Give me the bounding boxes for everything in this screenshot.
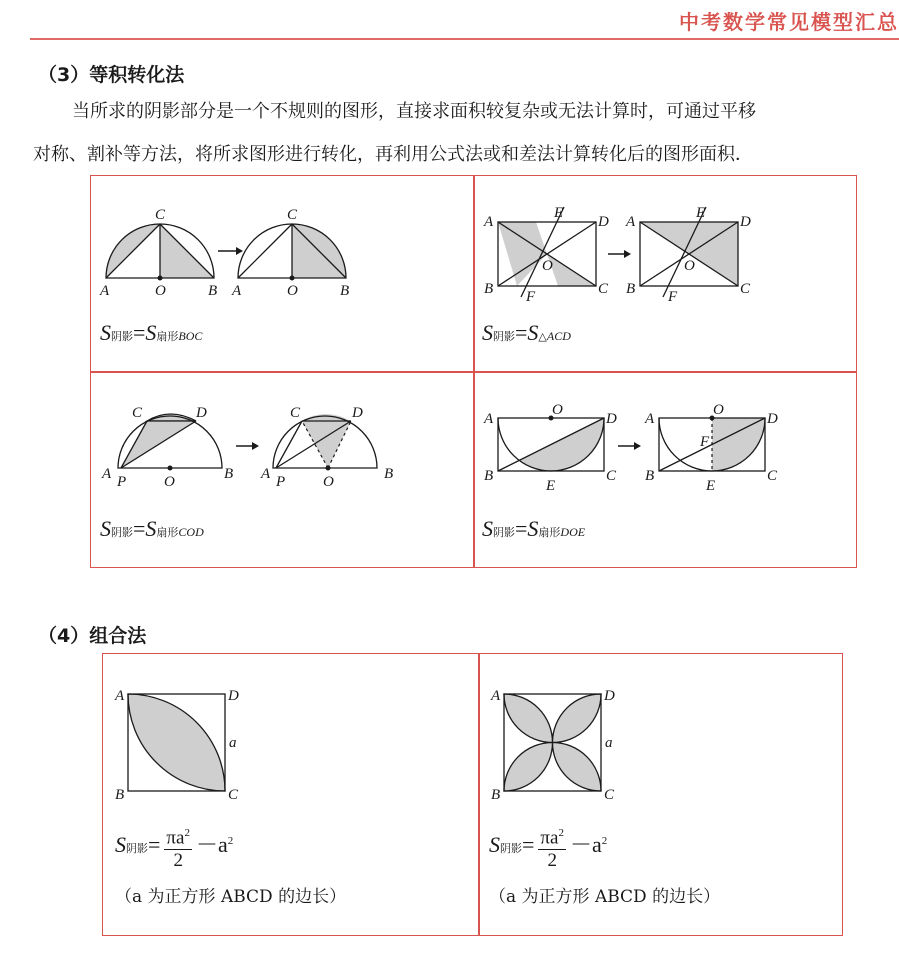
label-e: E — [546, 478, 556, 494]
label-c: C — [155, 207, 166, 223]
label-d: D — [228, 688, 239, 704]
label-b: B — [484, 281, 494, 297]
label-d: D — [604, 688, 615, 704]
label-d: D — [598, 214, 609, 230]
formula-cell-1: S阴影=S扇形BOC — [100, 320, 203, 345]
label-a: A — [261, 466, 271, 482]
formula-cell-2: S阴影=S△ACD — [482, 320, 571, 345]
label-o: O — [713, 402, 724, 418]
section3-paragraph-line2: 对称、割补等方法，将所求图形进行转化，再利用公式法或和差法计算转化后的图形面积． — [33, 144, 753, 165]
label-a: A — [626, 214, 636, 230]
label-c: C — [740, 281, 751, 297]
label-o: O — [552, 402, 563, 418]
label-c: C — [290, 405, 301, 421]
label-c: C — [767, 468, 778, 484]
label-c: C — [132, 405, 143, 421]
label-c: C — [604, 787, 615, 803]
label-a: A — [115, 688, 125, 704]
section3-paragraph-line1: 当所求的阴影部分是一个不规则的图形，直接求面积较复杂或无法计算时，可通过平移 — [72, 101, 756, 122]
note-s4-cell-2: （a 为正方形 ABCD 的边长） — [489, 887, 721, 907]
label-o: O — [155, 283, 166, 299]
label-c: C — [287, 207, 298, 223]
label-b: B — [340, 283, 350, 299]
label-f: F — [700, 434, 710, 450]
label-a: A — [484, 411, 494, 427]
label-d: D — [352, 405, 363, 421]
header-rule — [30, 38, 899, 40]
label-d: D — [740, 214, 751, 230]
label-p: P — [117, 474, 127, 490]
label-a: A — [100, 283, 110, 299]
label-b: B — [208, 283, 218, 299]
label-a: A — [491, 688, 501, 704]
label-c: C — [228, 787, 239, 803]
label-d: D — [606, 411, 617, 427]
section3-heading: （3）等积转化法 — [38, 64, 185, 86]
figure-lens — [102, 653, 479, 813]
label-b: B — [645, 468, 655, 484]
label-a: A — [232, 283, 242, 299]
label-b: B — [484, 468, 494, 484]
label-b: B — [384, 466, 394, 482]
label-f: F — [668, 289, 678, 305]
label-a: A — [484, 214, 494, 230]
label-d: D — [767, 411, 778, 427]
label-o: O — [542, 258, 553, 274]
label-o: O — [323, 474, 334, 490]
label-e: E — [696, 205, 706, 221]
label-f: F — [526, 289, 536, 305]
label-a: A — [102, 466, 112, 482]
formula-cell-3: S阴影=S扇形COD — [100, 516, 204, 541]
label-p: P — [276, 474, 286, 490]
label-b: B — [626, 281, 636, 297]
label-e: E — [554, 205, 564, 221]
formula-s4-cell-1: S阴影= $\frac{\pi a^2}{2}$ $-a^2$ — [115, 822, 233, 872]
formula-s4-cell-2: S阴影= $\frac{\pi a^2}{2}$ $-a^2$ — [489, 822, 607, 872]
label-o: O — [164, 474, 175, 490]
figure-four-petals — [478, 653, 843, 813]
note-s4-cell-1: （a 为正方形 ABCD 的边长） — [115, 887, 347, 907]
section4-heading: （4）组合法 — [38, 625, 147, 647]
label-d: D — [196, 405, 207, 421]
label-b: B — [115, 787, 125, 803]
formula-cell-4: S阴影=S扇形DOE — [482, 516, 586, 541]
label-b: B — [491, 787, 501, 803]
label-o: O — [684, 258, 695, 274]
label-c: C — [606, 468, 617, 484]
label-c: C — [598, 281, 609, 297]
label-o: O — [287, 283, 298, 299]
header-title: 中考数学常见模型汇总 — [679, 10, 899, 34]
label-a: A — [645, 411, 655, 427]
label-b: B — [224, 466, 234, 482]
label-side-a: a — [605, 735, 613, 751]
label-side-a: a — [229, 735, 237, 751]
label-e: E — [706, 478, 716, 494]
